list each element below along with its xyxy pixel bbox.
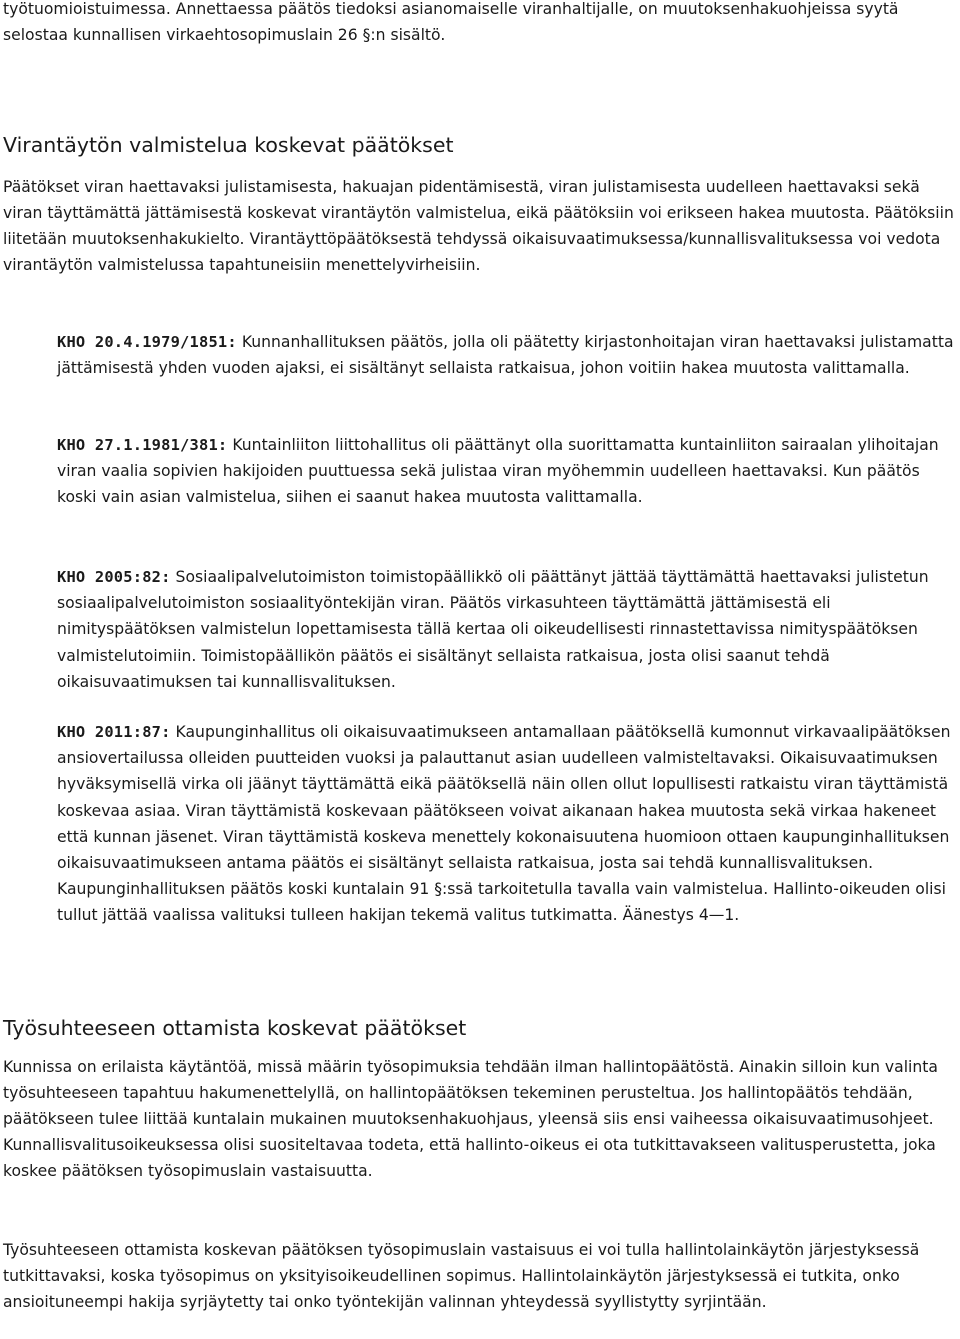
case-text: Sosiaalipalvelutoimiston toimistopäällikkö oli päättänyt jättää täyttämättä haettavaksi julistetun sosiaalipalvelutoimiston sosiaalityöntekijän viran. Päätös virkasuhteen täyttämättä jättämisestä eli nimityspäätöksen valmistelun lopettamisesta tällä kertaa oli oikeudellisesti rinnastettavissa nimityspäätöksen valmistelutoimiin. Toimistopäällikön päätös ei sisältänyt sellaista ratkaisua, josta olisi saanut tehdä oikaisuvaatimuksen tai kunnallisvalituksen. (57, 568, 929, 691)
case-entry (57, 329, 957, 381)
section-heading-virantayton-valmistelu: Virantäytön valmistelua koskevat päätökset (3, 133, 454, 157)
section-paragraph: Työsuhteeseen ottamista koskevan päätöksen työsopimuslain vastaisuus ei voi tulla hallintolainkäytön järjestyksessä tutkittavaksi, koska työsopimus on yksityisoikeudellinen sopimus. Hallintolainkäytön järjestyksessä ei tutkita, onko ansioituneempi hakija syrjäytetty tai onko työntekijän valinnan yhteydessä syyllistytty syrjintään. (3, 1241, 920, 1311)
section-heading-tyosuhteeseen-ottaminen: Työsuhteeseen ottamista koskevat päätökset (3, 1016, 467, 1040)
case-id: KHO 2005:82: (57, 568, 171, 586)
case-id: KHO 2011:87: (57, 723, 171, 741)
intro-paragraph: työtuomioistuimessa. Annettaessa päätös tiedoksi asianomaiselle viranhaltijalle, on muutoksenhakuohjeissa syytä selostaa kunnallisen virkaehtosopimuslain 26 §:n sisältö. (3, 0, 899, 44)
case-text: Kuntainliiton liittohallitus oli päättänyt olla suorittamatta kuntainliiton sairaalan ylihoitajan viran vaalia sopivien hakijoiden puuttuessa sekä julistaa viran myöhemmin uudelleen haettavaksi. Kun päätös koski vain asian valmistelua, siihen ei saanut hakea muutosta valittamalla. (57, 436, 939, 507)
section-paragraph: Kunnissa on erilaista käytäntöä, missä määrin työsopimuksia tehdään ilman hallintopäätöstä. Ainakin silloin kun valinta työsuhteeseen tapahtuu hakumenettelyllä, on hallintopäätöksen tekeminen perusteltua. Jos hallintopäätös tehdään, päätökseen tulee liittää kuntalain mukainen muutoksenhakuohjaus, yleensä siis ensi vaiheessa oikaisuvaatimusohjeet. Kunnallisvalitusoikeuksessa olisi suositeltavaa todeta, että hallinto-oikeus ei ota tutkittavakseen valitusperustetta, joka koskee päätöksen työsopimuslain vastaisuutta. (3, 1058, 938, 1180)
case-entry (57, 719, 957, 929)
section-paragraph: Päätökset viran haettavaksi julistamisesta, hakuajan pidentämisestä, viran julistamisesta uudelleen haettavaksi sekä viran täyttämättä jättämisestä koskevat virantäytön valmistelua, eikä päätöksiin voi erikseen hakea muutosta. Päätöksiin liitetään muutoksenhakukielto. Virantäyttöpäätöksestä tehdyssä oikaisuvaatimuksessa/kunnallisvalituksessa voi vedota virantäytön valmistelussa tapahtuneisiin menettelyvirheisiin. (3, 178, 954, 274)
case-entry (57, 432, 957, 511)
case-entry (57, 564, 957, 695)
case-text: Kaupunginhallitus oli oikaisuvaatimukseen antamallaan päätöksellä kumonnut virkavaalipäätöksen ansiovertailussa olleiden puutteiden vuoksi ja palauttanut asian uudelleen valmisteltavaksi. Oikaisuvaatimuksen hyväksymisellä virka oli jäänyt täyttämättä eikä päätöksellä näin ollen ollut lopullisesti ratkaistu viran täyttämistä koskevaa asiaa. Viran täyttämistä koskevaan päätökseen voivat aikanaan hakea muutosta sekä virkaa hakeneet että kunnan jäsenet. Viran täyttämistä koskeva menettely kokonaisuutena huomioon ottaen kaupunginhallituksen oikaisuvaatimukseen antama päätös ei sisältänyt sellaista ratkaisua, josta sai tehdä kunnallisvalituksen. Kaupunginhallituksen päätös koski kuntalain 91 §:ssä tarkoitetulla tavalla vain valmistelua. Hallinto-oikeuden olisi tullut jättää vaalissa valituksi tulleen hakijan tekemä valitus tutkimatta. Äänestys 4—1. (57, 723, 951, 925)
case-id: KHO 20.4.1979/1851: (57, 333, 237, 351)
case-id: KHO 27.1.1981/381: (57, 436, 228, 454)
case-text: Kunnanhallituksen päätös, jolla oli päätetty kirjastonhoitajan viran haettavaksi julistamatta jättämisestä yhden vuoden ajaksi, ei sisältänyt sellaista ratkaisua, johon voitiin hakea muutosta valittamalla. (57, 333, 954, 378)
